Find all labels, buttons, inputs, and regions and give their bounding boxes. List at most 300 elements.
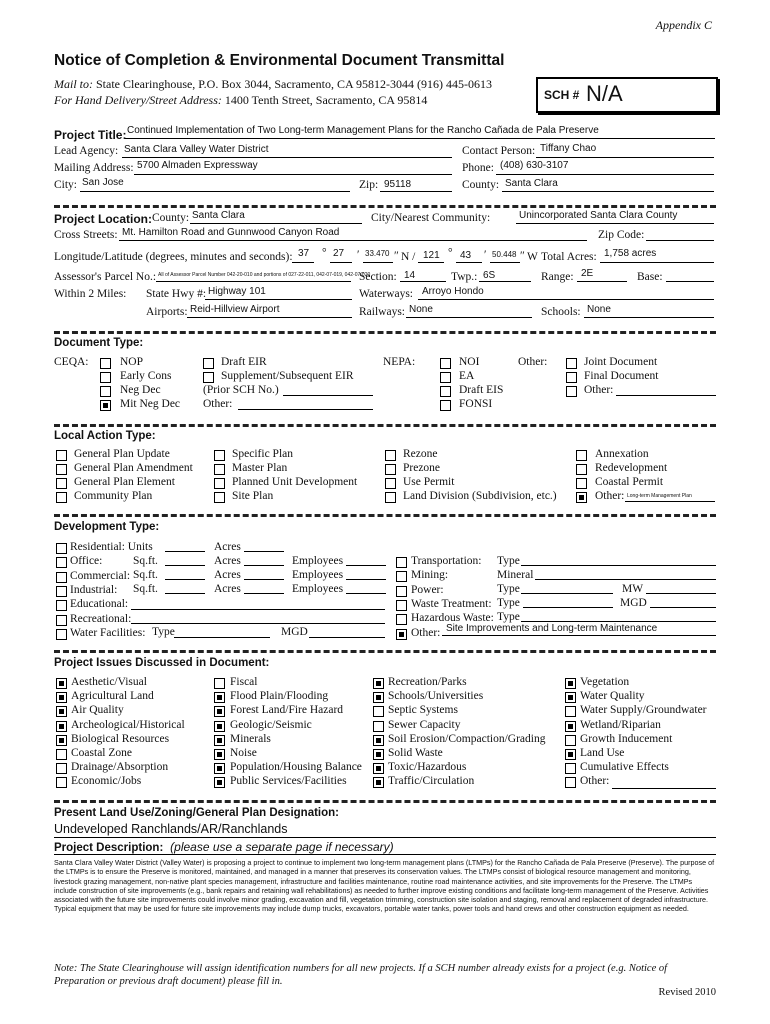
issue-other-checkbox[interactable] [565, 777, 576, 788]
phone-label: Phone: [462, 162, 494, 174]
issue-forest-land-fire-hazard-label: Forest Land/Fire Hazard [230, 704, 344, 717]
local-action-general-plan-element-checkbox[interactable] [56, 478, 67, 489]
land-use-heading: Present Land Use/Zoning/General Plan Designation: [54, 807, 339, 819]
issue-solid-waste-checkbox[interactable] [373, 749, 384, 760]
local-action-other-value[interactable]: Long-term Management Plan [627, 493, 692, 499]
local-action-general-plan-element-label: General Plan Element [74, 476, 175, 488]
issue-growth-inducement-label: Growth Inducement [580, 732, 673, 745]
ceqa-other-label: Other: [203, 398, 233, 410]
dev-commercial-label: Commercial: [70, 569, 131, 582]
doc-other-label: Other: [518, 356, 548, 368]
issue-vegetation-label: Vegetation [580, 676, 630, 688]
dev-hazardous-waste-label: Hazardous Waste: [411, 612, 494, 625]
schools-label: Schools: [541, 306, 581, 318]
prior-sch-label: (Prior SCH No.) [203, 384, 279, 396]
city-line [80, 191, 350, 192]
issue-agricultural-land-label: Agricultural Land [71, 690, 154, 703]
issue-traffic-circulation-label: Traffic/Circulation [388, 775, 475, 788]
dev-educational-checkbox[interactable] [56, 600, 67, 611]
issue-other-label: Other: [580, 775, 610, 788]
land-use-line [54, 837, 716, 838]
section-divider [54, 650, 716, 653]
residential-acres-field[interactable] [244, 551, 284, 552]
waterways-value[interactable]: Arroyo Hondo [422, 286, 484, 297]
acres-field[interactable] [244, 579, 284, 580]
lead-agency-line [122, 157, 452, 158]
prior-sch-line [283, 395, 373, 396]
city-label: City: [54, 179, 78, 191]
section-divider [54, 424, 716, 427]
project-title-value[interactable]: Continued Implementation of Two Long-term Management Plans for the Rancho Cañada de Pala Preserve [127, 125, 599, 136]
issue-soil-erosion-compaction-grading-checkbox[interactable] [373, 735, 384, 746]
schools-line [584, 317, 714, 318]
issue-biological-resources-label: Biological Resources [71, 732, 170, 745]
section-divider [54, 331, 716, 334]
employees-label: Employees [292, 583, 344, 595]
ceqa-neg-dec-checkbox[interactable] [100, 386, 111, 397]
local-action-specific-plan-label: Specific Plan [232, 448, 293, 460]
dev-other-label: Other: [411, 626, 441, 639]
employees-label: Employees [292, 569, 344, 581]
issue-schools-universities-label: Schools/Universities [388, 690, 484, 703]
sqft-field[interactable] [165, 565, 205, 566]
airports-value[interactable]: Reid-Hillview Airport [190, 304, 280, 315]
section-value[interactable]: 14 [404, 270, 416, 281]
cross-streets-value[interactable]: Mt. Hamilton Road and Gunnwood Canyon Road [122, 227, 340, 238]
issue-septic-systems-checkbox[interactable] [373, 706, 384, 717]
nepa-noi-checkbox[interactable] [440, 358, 451, 369]
range-value[interactable]: 2E [581, 268, 594, 279]
community-line [516, 223, 714, 224]
local-action-annexation-label: Annexation [595, 448, 649, 460]
state-hwy-value[interactable]: Highway 101 [208, 286, 266, 297]
doc-other-joint-document-label: Joint Document [584, 356, 658, 368]
base-line [666, 281, 714, 282]
hand-delivery-line [54, 93, 427, 108]
mgd-field[interactable] [650, 607, 716, 608]
zip-label: Zip: [359, 179, 379, 191]
nepa-noi-label: NOI [459, 356, 480, 368]
second-symbol: ″ [394, 250, 399, 262]
local-action-annexation-checkbox[interactable] [576, 450, 587, 461]
ceqa-draft-eir-label: Draft EIR [221, 356, 267, 368]
latitude-minutes-line [330, 262, 352, 263]
dev-industrial-checkbox[interactable] [56, 586, 67, 597]
contact-person-line [536, 157, 714, 158]
ceqa-draft-eir-checkbox[interactable] [203, 358, 214, 369]
dev-transportation-sub-label: Type [497, 555, 520, 567]
footer-note: Note: The State Clearinghouse will assign identification numbers for all new projects. If a SCH number already exists for a project (e.g. Notice of Preparation or previous draft document) please fill in. [54, 963, 668, 987]
dev-transportation-field[interactable] [521, 565, 716, 566]
dev-educational-label: Educational: [70, 598, 129, 611]
dev-mining-sub-label: Mineral [497, 569, 534, 581]
issue-minerals-label: Minerals [230, 732, 271, 745]
minute-symbol-2: ′ [484, 249, 487, 261]
sqft-label: Sq.ft. [133, 583, 158, 595]
local-action-redevelopment-label: Redevelopment [595, 462, 668, 474]
mailing-address-label: Mailing Address: [54, 162, 134, 174]
total-acres-line [600, 262, 714, 263]
sqft-label: Sq.ft. [133, 555, 158, 567]
county-value[interactable]: Santa Clara [505, 178, 558, 189]
dev-waste-treatment-field[interactable] [523, 607, 613, 608]
city-value[interactable]: San Jose [82, 177, 124, 188]
project-description-note: (please use a separate page if necessary) [170, 840, 394, 854]
ceqa-mit-neg-dec-checkbox[interactable] [100, 400, 111, 411]
project-issues-heading: Project Issues Discussed in Document: [54, 657, 270, 669]
water-mgd-field[interactable] [309, 637, 385, 638]
latitude-minutes[interactable]: 27 [333, 248, 345, 259]
longitude-degrees-line [418, 262, 444, 263]
section-line [400, 281, 446, 282]
waterways-line [418, 299, 714, 300]
issue-noise-label: Noise [230, 747, 257, 759]
sqft-field[interactable] [165, 593, 205, 594]
total-acres-label: Total Acres: [541, 251, 597, 263]
nepa-ea-label: EA [459, 370, 475, 382]
water-mgd-label: MGD [281, 626, 308, 638]
issue-archeological-historical-checkbox[interactable] [56, 721, 67, 732]
issue-cumulative-effects-checkbox[interactable] [565, 763, 576, 774]
local-action-specific-plan-checkbox[interactable] [214, 450, 225, 461]
water-type-label: Type [152, 626, 175, 638]
section-divider [54, 800, 716, 803]
dev-transportation-label: Transportation: [411, 555, 482, 567]
lead-agency-value[interactable]: Santa Clara Valley Water District [124, 144, 269, 155]
doc-other-other-label: Other: [584, 384, 614, 396]
issue-coastal-zone-label: Coastal Zone [71, 747, 132, 759]
lead-agency-label: Lead Agency: [54, 145, 119, 157]
dev-waste-treatment-label: Waste Treatment: [411, 597, 492, 610]
issue-economic-jobs-label: Economic/Jobs [71, 775, 142, 788]
location-county-label: County: [152, 212, 190, 224]
residential-units-field[interactable] [165, 551, 205, 552]
ceqa-early-cons-checkbox[interactable] [100, 372, 111, 383]
issue-drainage-absorption-label: Drainage/Absorption [71, 761, 169, 774]
phone-line [496, 174, 714, 175]
parcel-number-value[interactable]: All of Assessor Parcel Number 042-20-010 and portions of 027-22-011, 042-07-019, 042-07-020 [158, 272, 371, 278]
degree-symbol-2: ° [448, 247, 453, 259]
ceqa-label: CEQA: [54, 356, 89, 368]
issue-flood-plain-flooding-label: Flood Plain/Flooding [230, 690, 329, 703]
minute-symbol: ′ [357, 249, 360, 261]
nepa-draft-eis-label: Draft EIS [459, 384, 504, 396]
sch-label: SCH # [544, 88, 580, 102]
schools-value[interactable]: None [587, 304, 611, 315]
state-hwy-label: State Hwy #: [146, 288, 207, 300]
sqft-label: Sq.ft. [133, 569, 158, 581]
local-action-other-checkbox[interactable] [576, 492, 587, 503]
dev-residential-units-label: Residential: Units [70, 541, 153, 553]
issue-biological-resources-checkbox[interactable] [56, 735, 67, 746]
issue-drainage-absorption-checkbox[interactable] [56, 763, 67, 774]
dev-hazardous-waste-checkbox[interactable] [396, 614, 407, 625]
section-divider [54, 514, 716, 517]
parcel-number-line [156, 281, 351, 282]
issue-population-housing-balance-label: Population/Housing Balance [230, 761, 362, 774]
recreational-field[interactable] [131, 623, 385, 624]
document-type-heading: Document Type: [54, 337, 144, 349]
issue-vegetation-checkbox[interactable] [565, 678, 576, 689]
local-action-community-plan-checkbox[interactable] [56, 492, 67, 503]
issue-noise-checkbox[interactable] [214, 749, 225, 760]
dev-hazardous-waste-sub-label: Type [497, 611, 520, 623]
issue-archeological-historical-label: Archeological/Historical [71, 718, 185, 731]
local-action-other-label: Other: [595, 490, 625, 502]
waterways-label: Waterways: [359, 288, 413, 300]
project-title-line [125, 138, 715, 139]
zip-code-line [646, 240, 714, 241]
dev-power-checkbox[interactable] [396, 586, 407, 597]
latitude-seconds-line [363, 262, 393, 263]
township-label: Twp.: [451, 271, 478, 283]
latitude-seconds[interactable]: 33.470 [365, 249, 390, 258]
sch-number-box[interactable] [536, 77, 718, 113]
local-action-land-division-subdivision-etc-label: Land Division (Subdivision, etc.) [403, 490, 557, 502]
ceqa-other-line [238, 409, 373, 410]
latitude-degrees[interactable]: 37 [298, 248, 310, 259]
county-label: County: [462, 179, 500, 191]
employees-field[interactable] [346, 593, 386, 594]
issue-recreation-parks-label: Recreation/Parks [388, 676, 467, 688]
mgd-label: MGD [620, 597, 647, 609]
issue-public-services-facilities-checkbox[interactable] [214, 777, 225, 788]
airports-line [187, 317, 352, 318]
dev-hazardous-waste-field[interactable] [521, 621, 716, 622]
dev-power-field[interactable] [521, 593, 613, 594]
project-description-line [54, 854, 716, 855]
contact-person-label: Contact Person: [462, 145, 536, 157]
issue-geologic-seismic-checkbox[interactable] [214, 721, 225, 732]
development-other-value[interactable]: Site Improvements and Long-term Maintenance [446, 623, 658, 634]
issue-minerals-checkbox[interactable] [214, 735, 225, 746]
local-action-general-plan-update-checkbox[interactable] [56, 450, 67, 461]
issue-growth-inducement-checkbox[interactable] [565, 735, 576, 746]
issue-aesthetic-visual-label: Aesthetic/Visual [71, 676, 147, 688]
sch-value: N/A [586, 81, 623, 106]
mailing-address-line [134, 174, 452, 175]
project-description-heading-line [54, 840, 394, 854]
local-action-site-plan-label: Site Plan [232, 490, 274, 502]
airports-label: Airports: [146, 306, 188, 318]
ceqa-nop-checkbox[interactable] [100, 358, 111, 369]
issue-public-services-facilities-label: Public Services/Facilities [230, 775, 347, 788]
sqft-field[interactable] [165, 579, 205, 580]
mw-field[interactable] [646, 593, 716, 594]
local-action-redevelopment-checkbox[interactable] [576, 464, 587, 475]
local-action-rezone-checkbox[interactable] [385, 450, 396, 461]
location-county-value[interactable]: Santa Clara [192, 210, 245, 221]
issue-geologic-seismic-label: Geologic/Seismic [230, 718, 312, 731]
second-symbol-2: ″ [520, 250, 525, 262]
dev-mining-field[interactable] [535, 579, 716, 580]
project-description-heading: Project Description: [54, 842, 164, 854]
lat-long-label: Longitude/Latitude (degrees, minutes and seconds): [54, 251, 293, 263]
educational-field[interactable] [131, 609, 385, 610]
doc-other-line [616, 395, 716, 396]
mail-to-address: State Clearinghouse, P.O. Box 3044, Sacramento, CA 95812-3044 (916) 445-0613 [96, 77, 492, 91]
issue-economic-jobs-checkbox[interactable] [56, 777, 67, 788]
contact-person-value[interactable]: Tiffany Chao [540, 143, 597, 154]
local-action-land-division-subdivision-etc-checkbox[interactable] [385, 492, 396, 503]
dev-power-label: Power: [411, 583, 444, 596]
dev-recreational-checkbox[interactable] [56, 615, 67, 626]
issue-land-use-checkbox[interactable] [565, 749, 576, 760]
issue-recreation-parks-checkbox[interactable] [373, 678, 384, 689]
dev-waste-treatment-checkbox[interactable] [396, 600, 407, 611]
longitude-minutes-line [456, 262, 482, 263]
county-line [502, 191, 714, 192]
local-action-prezone-checkbox[interactable] [385, 464, 396, 475]
mail-to-line [54, 77, 492, 92]
issue-fiscal-checkbox[interactable] [214, 678, 225, 689]
nepa-draft-eis-checkbox[interactable] [440, 386, 451, 397]
project-title-label: Project Title: [54, 128, 127, 142]
development-type-heading: Development Type: [54, 521, 160, 533]
dev-recreational-label: Recreational: [70, 612, 132, 625]
acres-field[interactable] [244, 593, 284, 594]
issue-air-quality-checkbox[interactable] [56, 706, 67, 717]
project-description-text[interactable]: Santa Clara Valley Water District (Valley Water) is proposing a project to continue to implement two long-term management plans (LTMPs) for the Rancho Cañada de Pala Preserve (Preserve). The purpose of the LTMPs is to ensure the Preserve is monitored, maintained, and managed in a manner that preserves its conservation values. The LTMPs consist of biological resource management and monitoring, livestock grazing management, non-native plant species management, infrastructure and facilities maintenance, routine road maintenance activities, and site improvements for the Preserve. The LTMPs include construction of site improvements (e.g., bank repairs and retaining wall rehabilitations) as needed to further improve existing conditions and facilitate long-term management of the Preserve. Activities associated with the future site improvements could involve minor grading, excavation and fill, vegetation trimming, construction site isolation and staging, removal and replacement of degraded infrastructure. Typical equipment that may be used for future site improvements may include dump trucks, excavators, portable water tanks, power tools and hand crews and other construction equipment as needed. [54, 858, 715, 914]
project-location-heading: Project Location: [54, 212, 153, 226]
local-action-master-plan-label: Master Plan [232, 462, 288, 474]
issue-water-quality-checkbox[interactable] [565, 692, 576, 703]
mw-label: MW [622, 583, 644, 595]
nepa-fonsi-checkbox[interactable] [440, 400, 451, 411]
issue-toxic-hazardous-checkbox[interactable] [373, 763, 384, 774]
local-action-planned-unit-development-checkbox[interactable] [214, 478, 225, 489]
doc-other-final-document-checkbox[interactable] [566, 372, 577, 383]
township-value[interactable]: 6S [483, 270, 496, 281]
issues-other-line [612, 788, 716, 789]
zip-value[interactable]: 95118 [384, 179, 412, 190]
local-action-coastal-permit-checkbox[interactable] [576, 478, 587, 489]
employees-field[interactable] [346, 579, 386, 580]
dev-mining-label: Mining: [411, 569, 449, 582]
acres-label: Acres [214, 569, 241, 581]
dev-office-checkbox[interactable] [56, 557, 67, 568]
railways-line [406, 317, 532, 318]
doc-other-final-document-label: Final Document [584, 370, 659, 382]
issue-fiscal-label: Fiscal [230, 676, 258, 688]
form-title: Notice of Completion & Environmental Document Transmittal [54, 52, 505, 69]
township-line [479, 281, 531, 282]
appendix-label: Appendix C [655, 18, 712, 32]
community-label: City/Nearest Community: [371, 212, 491, 224]
issue-wetland-riparian-label: Wetland/Riparian [580, 718, 661, 731]
issue-traffic-circulation-checkbox[interactable] [373, 777, 384, 788]
zip-line [380, 191, 452, 192]
dev-transportation-checkbox[interactable] [396, 557, 407, 568]
longitude-degrees[interactable]: 121 [423, 250, 440, 261]
issue-coastal-zone-checkbox[interactable] [56, 749, 67, 760]
issue-wetland-riparian-checkbox[interactable] [565, 721, 576, 732]
base-label: Base: [637, 271, 663, 283]
nepa-fonsi-label: FONSI [459, 398, 493, 410]
local-action-general-plan-amendment-checkbox[interactable] [56, 464, 67, 475]
employees-label: Employees [292, 555, 344, 567]
nepa-ea-checkbox[interactable] [440, 372, 451, 383]
dev-commercial-checkbox[interactable] [56, 572, 67, 583]
cross-streets-line [119, 240, 587, 241]
acres-field[interactable] [244, 565, 284, 566]
ceqa-supplement-subsequent-eir-label: Supplement/Subsequent EIR [221, 370, 354, 382]
issue-forest-land-fire-hazard-checkbox[interactable] [214, 706, 225, 717]
dev-water-facilities-checkbox[interactable] [56, 629, 67, 640]
dev-industrial-label: Industrial: [70, 583, 118, 596]
total-acres-value[interactable]: 1,758 acres [604, 248, 657, 259]
dev-other-checkbox[interactable] [396, 629, 407, 640]
local-action-community-plan-label: Community Plan [74, 490, 153, 502]
issue-air-quality-label: Air Quality [71, 704, 124, 717]
acres-label: Acres [214, 555, 241, 567]
parcel-number-label: Assessor's Parcel No.: [54, 271, 157, 283]
local-action-site-plan-checkbox[interactable] [214, 492, 225, 503]
phone-value[interactable]: (408) 630-3107 [500, 160, 569, 171]
issue-water-supply-groundwater-checkbox[interactable] [565, 706, 576, 717]
doc-other-joint-document-checkbox[interactable] [566, 358, 577, 369]
ceqa-supplement-subsequent-eir-checkbox[interactable] [203, 372, 214, 383]
dev-power-sub-label: Type [497, 583, 520, 595]
within-2-miles-label: Within 2 Miles: [54, 288, 127, 300]
doc-other-other-checkbox[interactable] [566, 386, 577, 397]
issue-solid-waste-label: Solid Waste [388, 747, 443, 759]
local-action-other-line [625, 501, 715, 502]
issue-sewer-capacity-checkbox[interactable] [373, 721, 384, 732]
local-action-use-permit-checkbox[interactable] [385, 478, 396, 489]
issue-aesthetic-visual-checkbox[interactable] [56, 678, 67, 689]
local-action-planned-unit-development-label: Planned Unit Development [232, 476, 358, 488]
employees-field[interactable] [346, 565, 386, 566]
issue-agricultural-land-checkbox[interactable] [56, 692, 67, 703]
local-action-prezone-label: Prezone [403, 462, 441, 474]
longitude-seconds[interactable]: 50.448 [492, 250, 517, 259]
issue-cumulative-effects-label: Cumulative Effects [580, 761, 669, 774]
local-action-general-plan-update-label: General Plan Update [74, 448, 170, 460]
land-use-value[interactable]: Undeveloped Ranchlands/AR/Ranchlands [54, 822, 288, 836]
ceqa-neg-dec-label: Neg Dec [120, 384, 161, 396]
issue-water-supply-groundwater-label: Water Supply/Groundwater [580, 704, 707, 717]
cross-streets-label: Cross Streets: [54, 229, 118, 241]
issue-septic-systems-label: Septic Systems [388, 704, 458, 717]
longitude-minutes[interactable]: 43 [460, 250, 472, 261]
nepa-label: NEPA: [383, 356, 416, 368]
acres-label: Acres [214, 583, 241, 595]
acres-label: Acres [214, 541, 241, 553]
ceqa-nop-label: NOP [120, 356, 144, 368]
community-value[interactable]: Unincorporated Santa Clara County [519, 210, 678, 221]
issue-population-housing-balance-checkbox[interactable] [214, 763, 225, 774]
dev-residential-units-checkbox[interactable] [56, 543, 67, 554]
mailing-address-value[interactable]: 5700 Almaden Expressway [137, 160, 258, 171]
issue-water-quality-label: Water Quality [580, 690, 645, 703]
dev-mining-checkbox[interactable] [396, 571, 407, 582]
issue-flood-plain-flooding-checkbox[interactable] [214, 692, 225, 703]
local-action-coastal-permit-label: Coastal Permit [595, 476, 664, 488]
section-divider [54, 205, 716, 208]
local-action-master-plan-checkbox[interactable] [214, 464, 225, 475]
state-hwy-line [205, 299, 352, 300]
water-type-field[interactable] [174, 637, 270, 638]
railways-value[interactable]: None [409, 304, 433, 315]
local-action-general-plan-amendment-label: General Plan Amendment [74, 462, 193, 474]
mail-to-prefix: Mail to: [54, 77, 93, 91]
west-label: W [527, 251, 538, 263]
hand-delivery-address: 1400 Tenth Street, Sacramento, CA 95814 [224, 93, 428, 107]
dev-office-label: Office: [70, 555, 103, 568]
dev-water-facilities-label: Water Facilities: [70, 626, 146, 639]
issue-schools-universities-checkbox[interactable] [373, 692, 384, 703]
